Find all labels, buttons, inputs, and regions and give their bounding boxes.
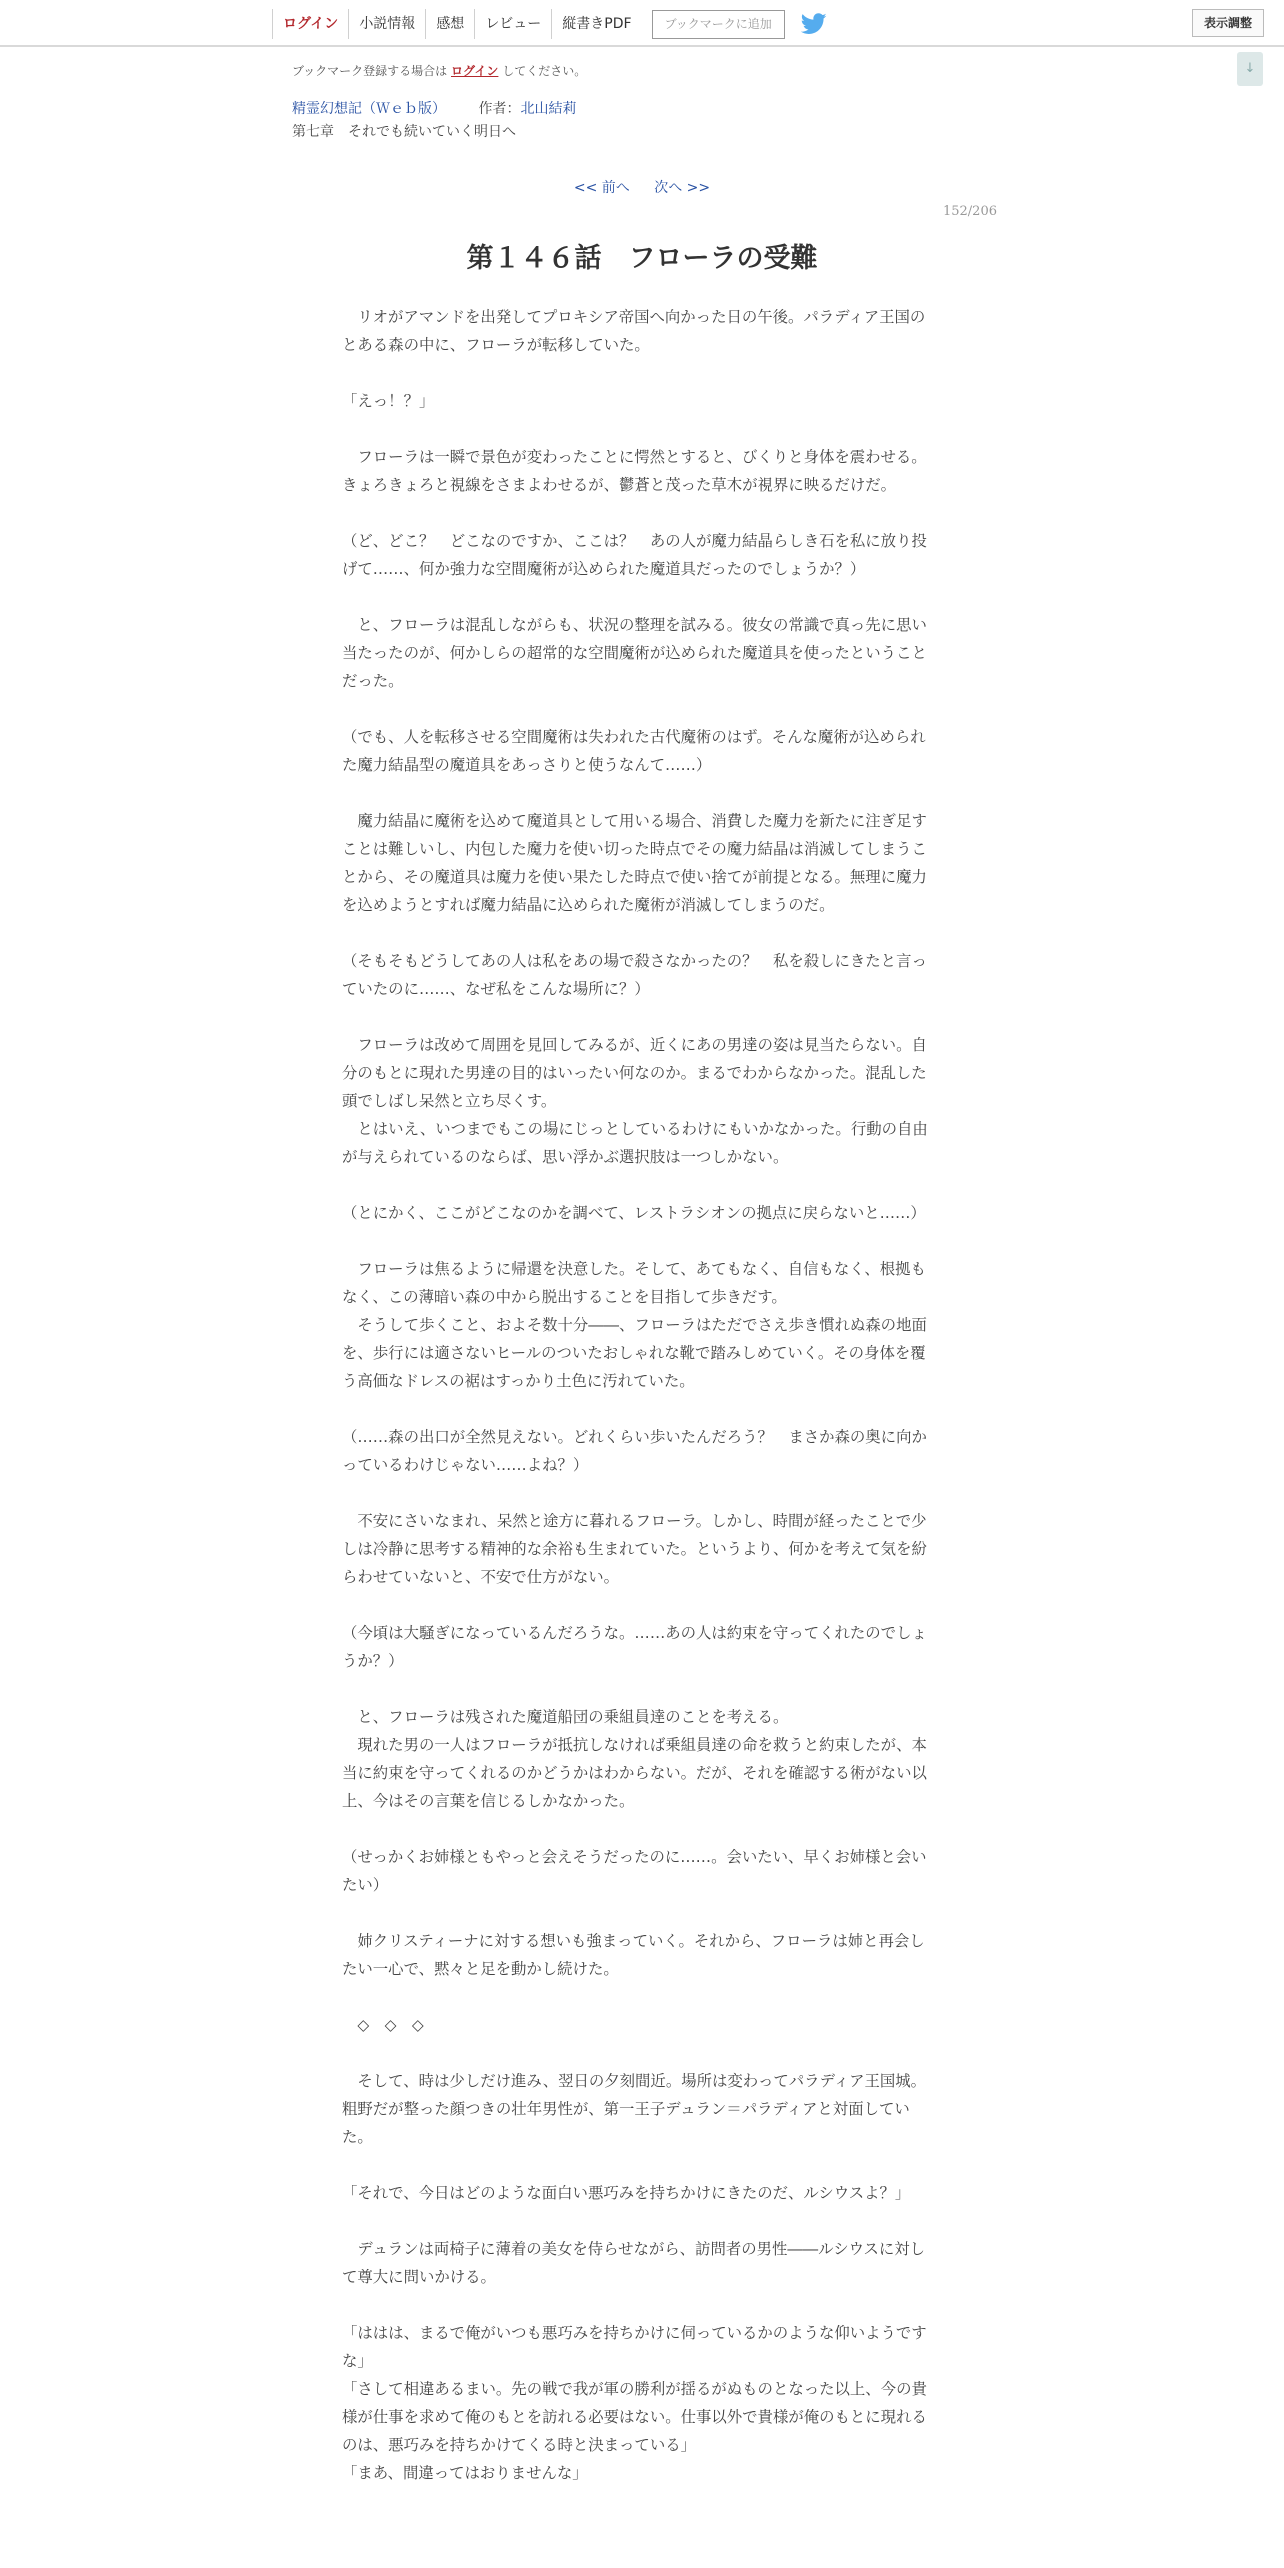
body-paragraph: デュランは両椅子に薄着の美女を侍らせながら、訪問者の男性――ルシウスに対して尊大に問いかける。 bbox=[342, 2240, 926, 2286]
blank-line bbox=[342, 499, 938, 527]
pager bbox=[0, 177, 1284, 197]
twitter-bird-icon[interactable] bbox=[801, 13, 827, 35]
blank-line bbox=[342, 2207, 938, 2235]
body-paragraph: フローラは一瞬で景色が変わったことに愕然とすると、びくりと身体を震わせる。きょろきょろと視線をさまよわせるが、鬱蒼と茂った草木が視界に映るだけだ。 bbox=[342, 448, 927, 494]
blank-line bbox=[342, 359, 938, 387]
blank-line bbox=[342, 415, 938, 443]
blank-line bbox=[342, 1395, 938, 1423]
blank-line bbox=[342, 1171, 938, 1199]
login-note-prefix: ブックマーク登録する場合は bbox=[292, 64, 448, 78]
body-paragraph: 魔力結晶に魔術を込めて魔道具として用いる場合、消費した魔力を新たに注ぎ足すことは難しいし、内包した魔力を使い切った時点でその魔力結晶は消滅してしまうことから、その魔道具は魔力を使い果たした時点で使い捨てが前提となる。無理に魔力を込めようとすれば魔力結晶に込められた魔術が消滅してしまうのだ。 bbox=[342, 812, 927, 914]
series-title-link[interactable]: 精霊幻想記（Ｗｅｂ版） bbox=[292, 101, 446, 117]
body-paragraph: リオがアマンドを出発してプロキシア帝国へ向かった日の午後。パラディア王国のとある森の中に、フローラが転移していた。 bbox=[342, 308, 926, 354]
blank-line bbox=[342, 1591, 938, 1619]
next-page-link[interactable] bbox=[644, 180, 720, 196]
nav-login-link[interactable]: ログイン bbox=[273, 9, 349, 39]
blank-line bbox=[342, 1003, 938, 1031]
scroll-down-button[interactable]: ↓ bbox=[1237, 52, 1263, 86]
main-nav bbox=[272, 9, 827, 39]
body-paragraph: 「ははは、まるで俺がいつも悪巧みを持ちかけに伺っているかのような仰いようですな」 bbox=[342, 2324, 927, 2370]
body-paragraph: （でも、人を転移させる空間魔術は失われた古代魔術のはず。そんな魔術が込められた魔力結晶型の魔道具をあっさりと使うなんて……） bbox=[342, 728, 926, 774]
body-paragraph: 不安にさいなまれ、呆然と途方に暮れるフローラ。しかし、時間が経ったことで少しは冷静に思考する精神的な余裕も生まれていた。というより、何かを考えて気を紛らわせていないと、不安で仕方がない。 bbox=[342, 1512, 927, 1586]
body-paragraph: フローラは焦るように帰還を決意した。そして、あてもなく、自信もなく、根拠もなく、この薄暗い森の中から脱出することを目指して歩きだす。 bbox=[342, 1260, 926, 1306]
body-paragraph: 現れた男の一人はフローラが抵抗しなければ乗組員達の命を救うと約束したが、本当に約束を守ってくれるのかどうかはわからない。だが、それを確認する術がない以上、今はその言葉を信じるしかなかった。 bbox=[342, 1736, 927, 1810]
nav-review-link[interactable]: レビュー bbox=[475, 9, 552, 39]
nav-vertical-pdf-link[interactable]: 縦書きPDF bbox=[562, 16, 632, 32]
series-info bbox=[292, 98, 576, 118]
login-note bbox=[292, 62, 586, 79]
next-page-label[interactable]: 次へ >> bbox=[654, 180, 711, 196]
blank-line bbox=[342, 2039, 938, 2067]
blank-line bbox=[342, 2291, 938, 2319]
blank-line bbox=[342, 1983, 938, 2011]
blank-line bbox=[342, 1899, 938, 1927]
blank-line bbox=[342, 2151, 938, 2179]
body-paragraph: フローラは改めて周囲を見回してみるが、近くにあの男達の姿は見当たらない。自分のもとに現れた男達の目的はいったい何なのか。まるでわからなかった。混乱した頭でしばし呆然と立ち尽くす。 bbox=[342, 1036, 927, 1110]
blank-line bbox=[342, 1479, 938, 1507]
add-bookmark-button[interactable]: ブックマークに追加 bbox=[652, 10, 785, 39]
body-paragraph: （今頃は大騒ぎになっているんだろうな。……あの人は約束を守ってくれたのでしょうか？） bbox=[342, 1624, 927, 1670]
body-paragraph: （せっかくお姉様ともやっと会えそうだったのに……。会いたい、早くお姉様と会いたい） bbox=[342, 1848, 927, 1894]
body-paragraph: （そもそもどうしてあの人は私をあの場で殺さなかったの？ 私を殺しにきたと言っていたのに……、なぜ私をこんな場所に？） bbox=[342, 952, 927, 998]
novel-body bbox=[342, 303, 938, 2487]
chapter-title: 第七章 それでも続いていく明日へ bbox=[292, 124, 516, 140]
blank-line bbox=[342, 919, 938, 947]
body-paragraph: 「えっ！？」 bbox=[342, 392, 435, 410]
body-paragraph: （……森の出口が全然見えない。どれくらい歩いたんだろう？ まさか森の奥に向かっているわけじゃない……よね？） bbox=[342, 1428, 927, 1474]
author-name-link[interactable]: 北山結莉 bbox=[520, 101, 577, 117]
display-settings-button[interactable]: 表示調整 bbox=[1192, 9, 1264, 37]
body-paragraph: そして、時は少しだけ進み、翌日の夕刻間近。場所は変わってパラディア王国城。粗野だが整った顔つきの壮年男性が、第一王子デュラン＝パラディアと対面していた。 bbox=[342, 2072, 927, 2146]
nav-novel-info-link[interactable]: 小説情報 bbox=[349, 9, 426, 39]
body-paragraph: 「まあ、間違ってはおりませんな」 bbox=[342, 2464, 588, 2482]
nav-impressions-link[interactable]: 感想 bbox=[426, 9, 475, 39]
body-paragraph: （ど、どこ？ どこなのですか、ここは？ あの人が魔力結晶らしき石を私に放り投げて……、何か強力な空間魔術が込められた魔道具だったのでしょうか？） bbox=[342, 532, 927, 578]
login-note-suffix: してください。 bbox=[502, 64, 587, 78]
body-paragraph: そうして歩くこと、およそ数十分――、フローラはただでさえ歩き慣れぬ森の地面を、歩行には適さないヒールのついたおしゃれな靴で踏みしめていく。その身体を覆う高価なドレスの裾はすっかり土色に汚れていた。 bbox=[342, 1316, 927, 1390]
body-paragraph: （とにかく、ここがどこなのかを調べて、レストラシオンの拠点に戻らないと……） bbox=[342, 1204, 926, 1222]
blank-line bbox=[342, 695, 938, 723]
body-paragraph: ◇ ◇ ◇ bbox=[342, 2016, 424, 2034]
body-paragraph: と、フローラは混乱しながらも、状況の整理を試みる。彼女の常識で真っ先に思い当たったのが、何かしらの超常的な空間魔術が込められた魔道具を使ったということだった。 bbox=[342, 616, 927, 690]
body-paragraph: 「それで、今日はどのような面白い悪巧みを持ちかけにきたのだ、ルシウスよ？」 bbox=[342, 2184, 911, 2202]
body-paragraph: 姉クリスティーナに対する想いも強まっていく。それから、フローラは姉と再会したい一心で、黙々と足を動かし続けた。 bbox=[342, 1932, 925, 1978]
episode-title: 第１４６話 フローラの受難 bbox=[466, 243, 818, 274]
page-count: 152/206 bbox=[942, 204, 997, 219]
prev-page-link[interactable] bbox=[564, 180, 640, 196]
prev-page-label[interactable]: << 前へ bbox=[573, 180, 630, 196]
blank-line bbox=[342, 779, 938, 807]
blank-line bbox=[342, 1227, 938, 1255]
top-navigation-bar bbox=[0, 0, 1284, 47]
blank-line bbox=[342, 1675, 938, 1703]
blank-line bbox=[342, 1815, 938, 1843]
blank-line bbox=[342, 583, 938, 611]
body-paragraph: と、フローラは残された魔道船団の乗組員達のことを考える。 bbox=[342, 1708, 789, 1726]
body-paragraph: 「さして相違あるまい。先の戦で我が軍の勝利が揺るがぬものとなった以上、今の貴様が仕事を求めて俺のもとを訪れる必要はない。仕事以外で貴様が俺のもとに現れるのは、悪巧みを持ちかけてくる時と決まっている」 bbox=[342, 2380, 927, 2454]
login-note-link[interactable]: ログイン bbox=[451, 64, 499, 78]
body-paragraph: とはいえ、いつまでもこの場にじっとしているわけにもいかなかった。行動の自由が与えられているのならば、思い浮かぶ選択肢は一つしかない。 bbox=[342, 1120, 928, 1166]
author-label: 作者： bbox=[478, 101, 521, 117]
